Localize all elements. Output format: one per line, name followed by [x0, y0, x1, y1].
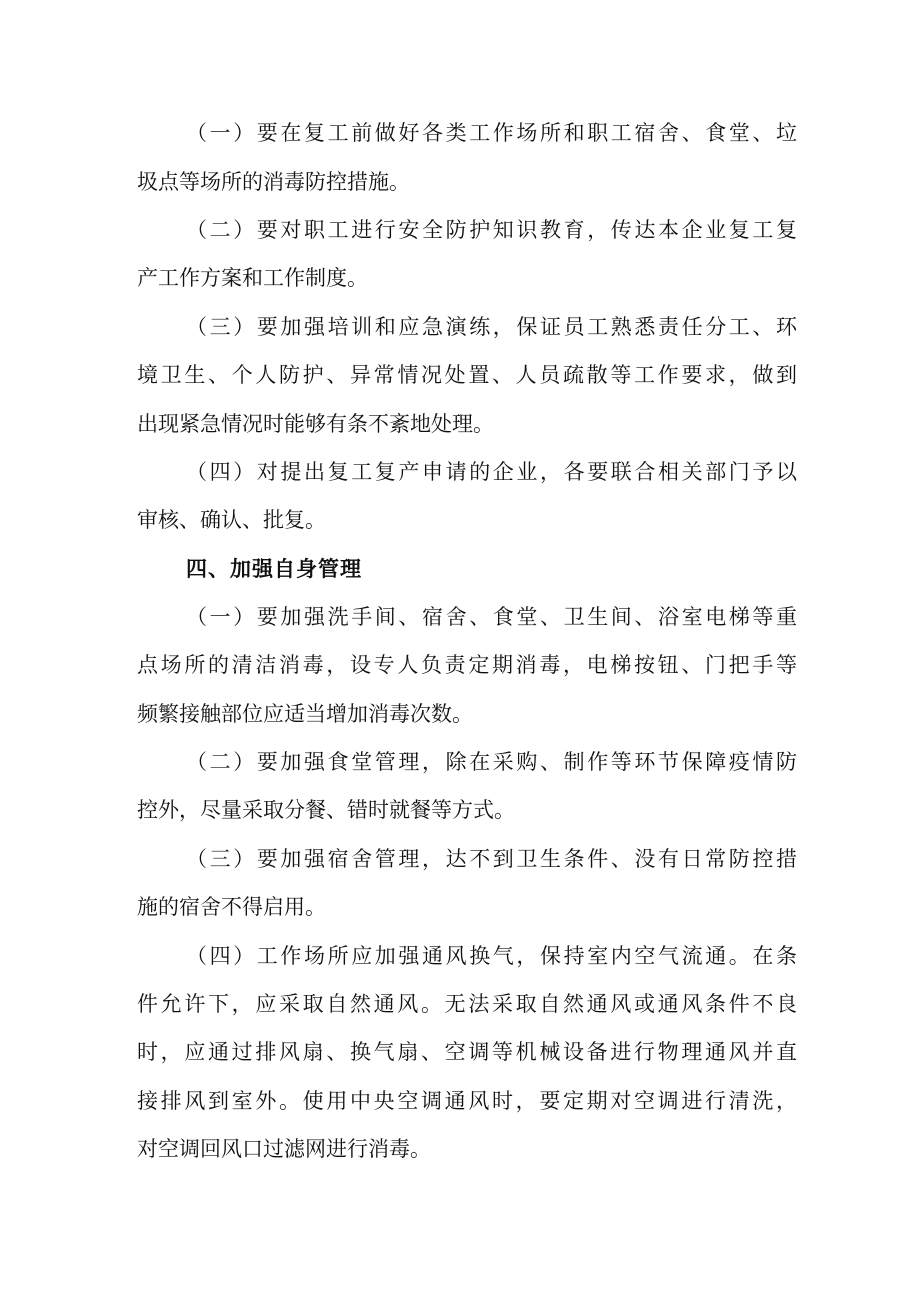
paragraph-5-line-2: 点场所的清洁消毒，设专人负责定期消毒，电梯按钮、门把手等	[137, 653, 797, 677]
paragraph-8-line-4: 接排风到室外。使用中央空调通风时，要定期对空调进行清洗，	[137, 1089, 797, 1113]
paragraph-7-line-1: （三）要加强宿舍管理，达不到卫生条件、没有日常防控措	[186, 847, 797, 871]
paragraph-1-line-1: （一）要在复工前做好各类工作场所和职工宿舍、食堂、垃	[186, 121, 797, 145]
paragraph-3-line-3: 出现紧急情况时能够有条不紊地处理。	[137, 412, 494, 436]
paragraph-6-line-2: 控外，尽量采取分餐、错时就餐等方式。	[137, 798, 515, 822]
paragraph-7-line-2: 施的宿舍不得启用。	[137, 895, 326, 919]
paragraph-8-line-1: （四）工作场所应加强通风换气，保持室内空气流通。在条	[186, 944, 797, 968]
paragraph-2-line-2: 产工作方案和工作制度。	[137, 266, 368, 290]
paragraph-2-line-1: （二）要对职工进行安全防护知识教育，传达本企业复工复	[186, 218, 797, 242]
paragraph-4-line-1: （四）对提出复工复产申请的企业，各要联合相关部门予以	[186, 460, 797, 484]
paragraph-6-line-1: （二）要加强食堂管理，除在采购、制作等环节保障疫情防	[186, 750, 797, 774]
section-heading: 四、加强自身管理	[186, 557, 362, 581]
paragraph-3-line-1: （三）要加强培训和应急演练，保证员工熟悉责任分工、环	[186, 315, 797, 339]
paragraph-5-line-3: 频繁接触部位应适当增加消毒次数。	[137, 702, 473, 726]
paragraph-3-line-2: 境卫生、个人防护、异常情况处置、人员疏散等工作要求，做到	[137, 363, 797, 387]
paragraph-1-line-2: 圾点等场所的消毒防控措施。	[137, 170, 410, 194]
paragraph-8-line-2: 件允许下，应采取自然通风。无法采取自然通风或通风条件不良	[137, 992, 797, 1016]
paragraph-4-line-2: 审核、确认、批复。	[137, 508, 326, 532]
paragraph-8-line-5: 对空调回风口过滤网进行消毒。	[137, 1137, 431, 1161]
paragraph-5-line-1: （一）要加强洗手间、宿舍、食堂、卫生间、浴室电梯等重	[186, 605, 797, 629]
paragraph-8-line-3: 时，应通过排风扇、换气扇、空调等机械设备进行物理通风并直	[137, 1040, 797, 1064]
